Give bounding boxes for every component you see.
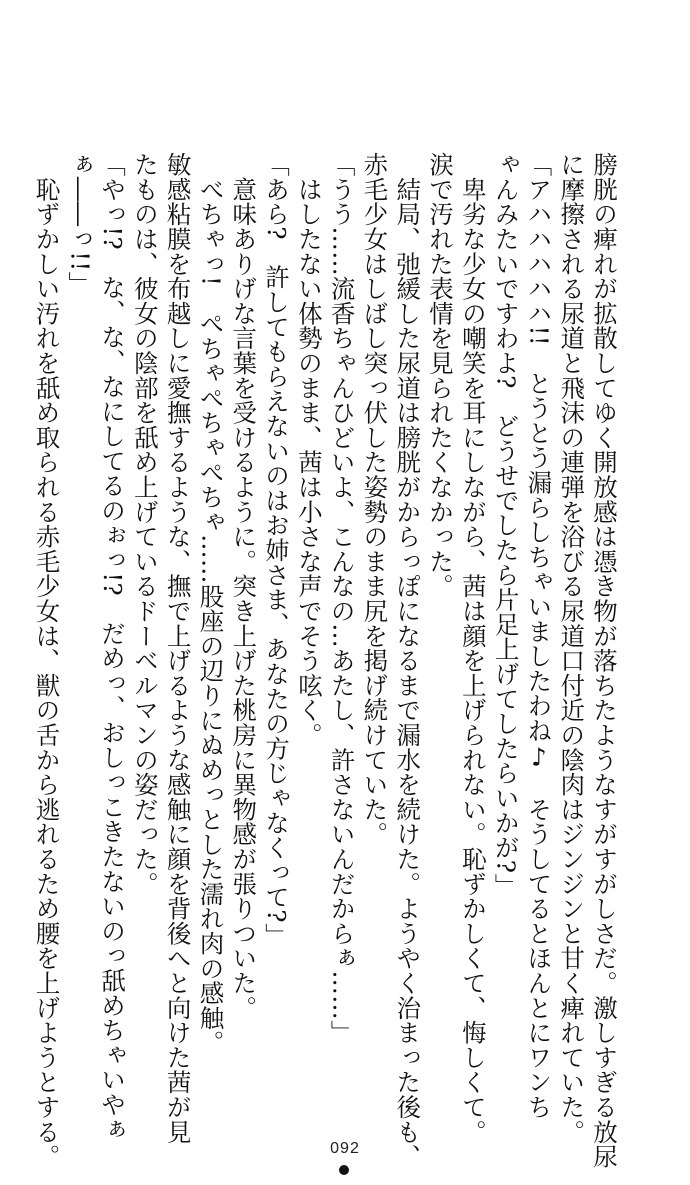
text-line: 結局、弛緩した尿道は膀胱がからっぽになるまで漏水を続けた。ようやく治まった後も、 — [393, 152, 423, 1169]
page-marker-dot — [339, 1165, 349, 1175]
text-line: 「やっ!? な、な、なにしてるのぉっ!? だめっ、おしっこきたないのっ舐めちゃいやぁ — [98, 152, 128, 1142]
text-line: 敏感粘膜を布越しに愛撫するような、撫で上げるような感触に顔を背後へと向けた茜が見 — [163, 152, 193, 1144]
text-line: 卑劣な少女の嘲笑を耳にしながら、茜は顔を上げられない。恥ずかしくて、悔しくて。 — [458, 152, 488, 1144]
text-line: べちゃっ! ぺちゃぺちゃぺちゃ……股座の辺りにぬめっとした濡れ肉の感触。 — [196, 152, 226, 1055]
text-line: 恥ずかしい汚れを舐め取られる赤毛少女は、獣の舌から逃れるため腰を上げようとする。 — [32, 152, 62, 1169]
text-line: はしたない体勢のまま、茜は小さな声でそう呟く。 — [294, 152, 324, 748]
text-line: 赤毛少女はしばし突っ伏した姿勢のまま尻を掲げ続けていた。 — [360, 152, 390, 847]
text-line: 意味ありげな言葉を受けるように。突き上げた桃房に異物感が張りついた。 — [229, 152, 259, 1020]
text-line: 「あら? 許してもらえないのはお姉さま、あなたの方じゃなくって?」 — [262, 152, 292, 948]
text-line: に摩擦される尿道と飛沫の連弾を浴びる尿道口付近の陰肉はジンジンと甘く痺れていた。 — [557, 152, 587, 1144]
text-line: ぁ――っ!!」 — [65, 152, 95, 297]
text-line: 「うう……流香ちゃんひどいよ、こんなの…あたし、許さないんだからぁ……」 — [327, 152, 357, 1045]
text-line: ゃんみたいですわよ? どうせでしたら片足上げてしたらいかが?」 — [491, 152, 521, 899]
page-number: 092 — [330, 1140, 360, 1157]
text-line: 涙で汚れた表情を見られたくなかった。 — [426, 152, 456, 599]
text-line: 「アハハハハハ!! とうとう漏らしちゃいましたわね♪ そうしてるとほんとにワンち — [524, 152, 554, 1120]
text-line: たものは、彼女の陰部を舐め上げているドーベルマンの姿だった。 — [130, 152, 160, 896]
text-line: 膀胱の痺れが拡散してゆく開放感は憑き物が落ちたようなすがすがしさだ。激しすぎる放尿 — [590, 152, 619, 1169]
